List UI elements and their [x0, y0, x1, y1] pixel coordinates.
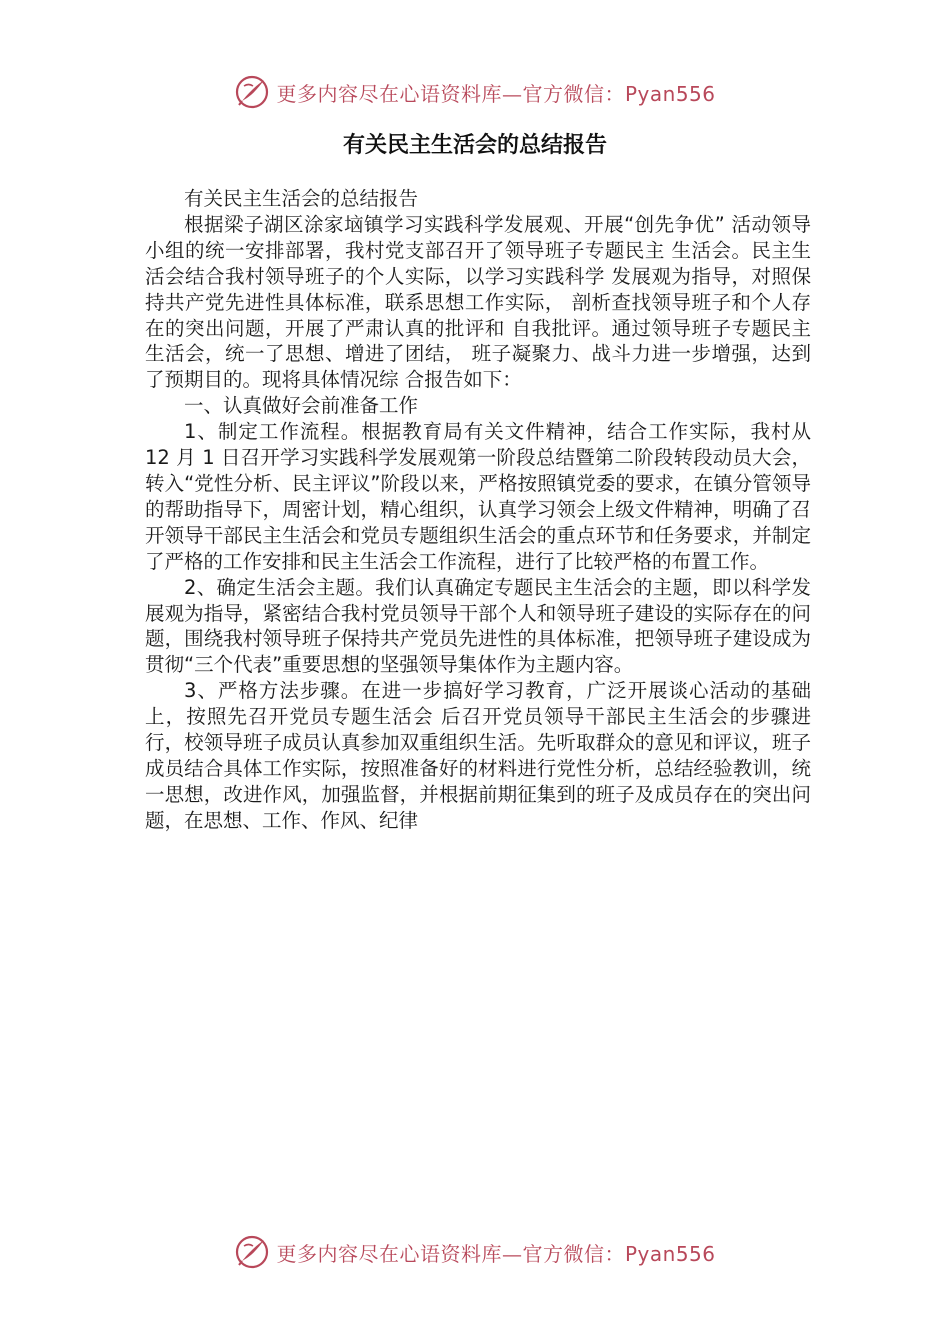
quill-logo-icon — [234, 1234, 270, 1270]
watermark-handle: Pyan556 — [624, 1241, 716, 1266]
document-title: 有关民主生活会的总结报告 — [342, 133, 607, 158]
paragraph-item-1: 1、制定工作流程。根据教育局有关文件精神，结合工作实际，我村从 12 月 1 日召开学习实践科学发展观第一阶段总结暨第二阶段转段动员大会，转入“党性分析、民主评议”阶段以来，严格按照镇党委的要求，在镇分管领导的帮助指导下，周密计划，精心组织，认真学习领会上级文件精神，明确了召开领导干部民主生活会和党员专题组织生活会的重点环节和任务要求，并制定了严格的工作安排和民主生活会工作流程，进行了比较严格的布置工作。 — [145, 420, 811, 573]
paragraph-item-2: 2、确定生活会主题。我们认真确定专题民主生活会的主题，即以科学发展观为指导，紧密结合我村党员领导干部个人和领导班子建设的实际存在的问题，围绕我村领导班子保持共产党员先进性的具体标准，把领导班子建设成为贯彻“三个代表”重要思想的坚强领导集体作为主题内容。 — [145, 575, 811, 677]
paragraph-item-3: 3、严格方法步骤。在进一步搞好学习教育，广泛开展谈心活动的基础上，按照先召开党员专题生活会 后召开党员领导干部民主生活会的步骤进行，校领导班子成员认真参加双重组织生活。先听取群众的意见和评议，班子成员结合具体工作实际，按照准备好的材料进行党性分析，总结经验教训，统一思想，改进作风，加强监督，并根据前期征集到的班子及成员存在的突出问题，在思想、工作、作风、纪律 — [145, 679, 811, 832]
quill-logo-icon — [234, 74, 270, 110]
watermark-text: 更多内容尽在心语资料库—官方微信：Pyan556 — [276, 81, 716, 106]
paragraph-intro: 根据梁子湖区涂家垴镇学习实践科学发展观、开展“创先争优” 活动领导小组的统一安排部署，我村党支部召开了领导班子专题民主 生活会。民主生活会结合我村领导班子的个人实际，以学习实践科学 发展观为指导，对照保持共产党先进性具体标准，联系思想工作实际， 剖析查找领导班子和个人存在的突出问题，开展了严肃认真的批评和 自我批评。通过领导班子专题民主生活会，统一了思想、增进了团结， 班子凝聚力、战斗力进一步增强，达到了预期目的。现将具体情况综 合报告如下： — [145, 212, 811, 392]
document-body — [145, 186, 811, 834]
watermark-text: 更多内容尽在心语资料库—官方微信：Pyan556 — [276, 1241, 716, 1266]
footer-watermark — [0, 1232, 950, 1272]
section-heading: 一、认真做好会前准备工作 — [184, 394, 419, 418]
paragraph-subtitle: 有关民主生活会的总结报告 — [184, 187, 419, 210]
header-watermark — [0, 72, 950, 112]
watermark-handle: Pyan556 — [624, 81, 716, 106]
